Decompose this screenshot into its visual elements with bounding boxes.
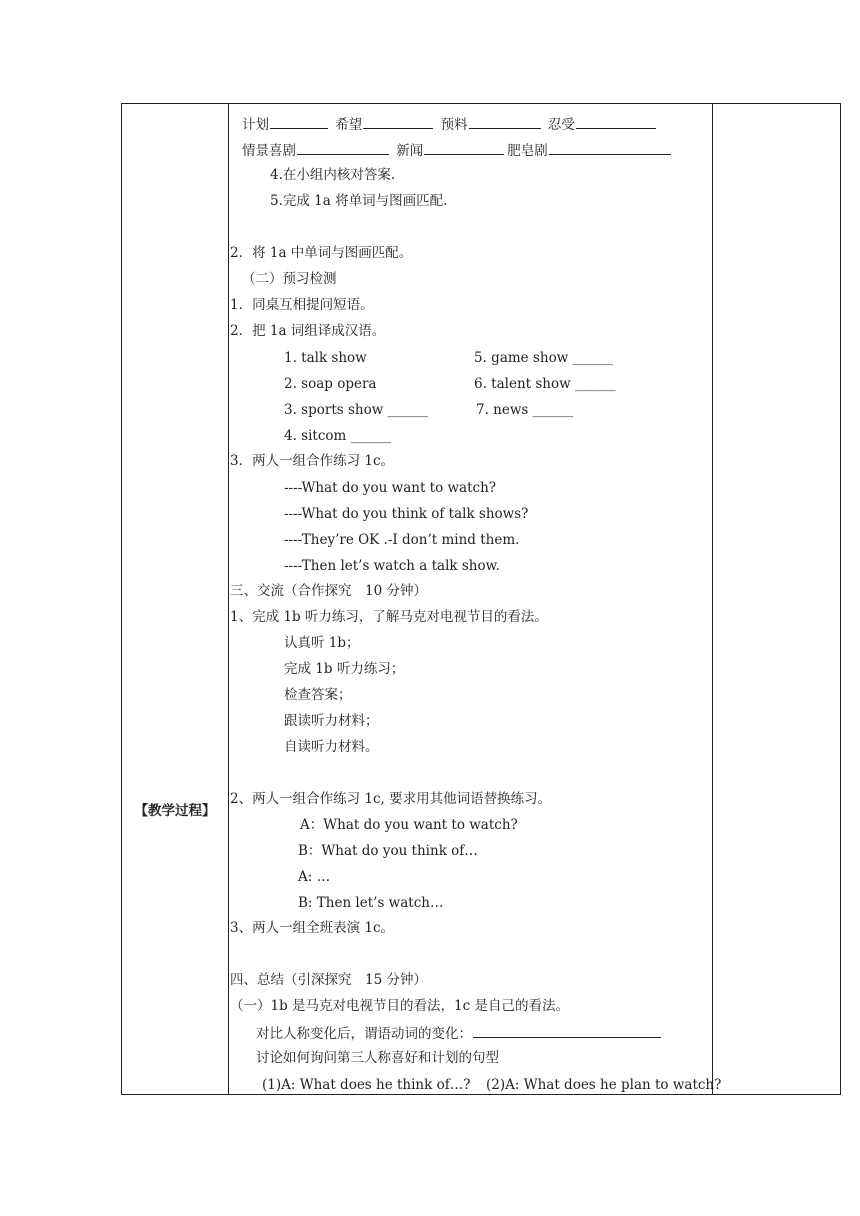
vocab-row-2 [242, 140, 674, 160]
summary-2 [256, 1023, 664, 1043]
vocab-word: 新闻 [396, 143, 424, 159]
dialog-line: ----They’re OK .-I don’t mind them. [284, 532, 520, 548]
lesson-table [121, 103, 841, 1095]
vocab-word: 肥皂剧 [507, 143, 548, 159]
step-5: 5.完成 1a 将单词与图画匹配. [270, 193, 448, 209]
vocab-word: 计划 [242, 117, 269, 133]
phrase-item: 3. sports show ______ [284, 402, 429, 418]
summary-1: （一）1b 是马克对电视节目的看法，1c 是自己的看法。 [230, 998, 569, 1014]
vocab-word: 预料 [440, 117, 468, 133]
vocab-word: 情景喜剧 [242, 143, 296, 159]
step-4: 4.在小组内核对答案. [270, 167, 396, 183]
section-4-title: 四、总结（引深探究 15 分钟） [230, 972, 427, 988]
match-task: 2．将 1a 中单词与图画匹配。 [230, 245, 413, 261]
pattern-line: A: … [298, 869, 331, 885]
question-2: (2)A: What does he plan to watch? [486, 1077, 722, 1093]
question-1: (1)A: What does he think of…? [262, 1077, 471, 1093]
task-1c-pair: 2、两人一组合作练习 1c, 要求用其他词语替换练习。 [230, 791, 552, 807]
phrase-item: 1. talk show [284, 350, 367, 366]
vocab-row-1 [242, 114, 659, 134]
step-1b: 跟读听力材料； [284, 713, 379, 729]
phrase-item: 6. talent show ______ [474, 376, 616, 392]
row-label: 【教学过程】 [134, 803, 216, 819]
column-divider [712, 104, 713, 1094]
step-1b: 检查答案； [284, 687, 352, 703]
pattern-line: A：What do you want to watch? [300, 817, 518, 833]
step-1b: 认真听 1b； [284, 635, 360, 651]
phrase-item: 5. game show ______ [474, 350, 614, 366]
phrase-item: 4. sitcom ______ [284, 428, 392, 444]
phrase-item: 2. soap opera [284, 376, 377, 392]
section-preview: （二）预习检测 [242, 271, 337, 287]
preview-1: 1．同桌互相提问短语。 [230, 297, 374, 313]
preview-2: 2．把 1a 词组译成汉语。 [230, 323, 386, 339]
phrase-item: 7. news ______ [476, 402, 574, 418]
task-perform: 3、两人一组全班表演 1c。 [230, 920, 395, 936]
task-1b: 1、完成 1b 听力练习，了解马克对电视节目的看法。 [230, 609, 548, 625]
dialog-line: ----What do you think of talk shows? [284, 506, 529, 522]
pattern-line: B: Then let’s watch… [298, 895, 444, 911]
section-3-title: 三、交流（合作探究 10 分钟） [230, 583, 427, 599]
vocab-word: 忍受 [547, 117, 575, 133]
practice-1c: 3．两人一组合作练习 1c。 [230, 453, 395, 469]
content-cell [228, 104, 722, 1094]
step-1b: 自读听力材料。 [284, 739, 379, 755]
dialog-line: ----What do you want to watch? [284, 480, 497, 496]
summary-3: 讨论如何询问第三人称喜好和计划的句型 [256, 1050, 499, 1066]
vocab-word: 希望 [335, 117, 363, 133]
dialog-line: ----Then let’s watch a talk show. [284, 558, 500, 574]
step-1b: 完成 1b 听力练习； [284, 661, 405, 677]
summary-2-text: 对比人称变化后，谓语动词的变化： [256, 1026, 472, 1042]
pattern-line: B：What do you think of… [298, 843, 478, 859]
